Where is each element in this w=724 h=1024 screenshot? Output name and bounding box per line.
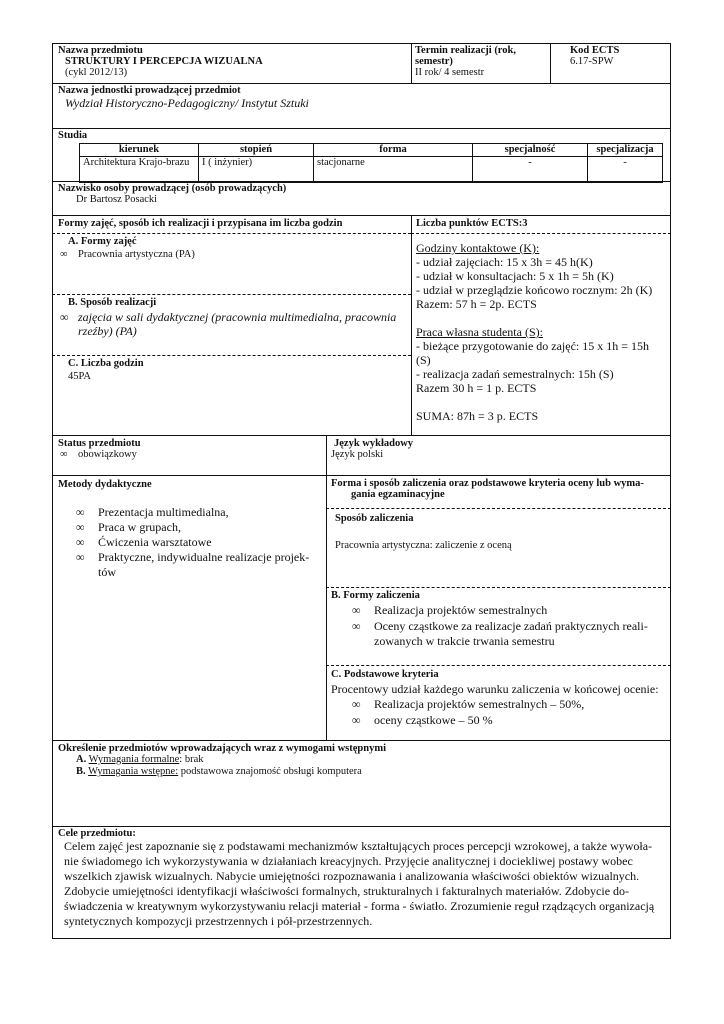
subject-cell [58, 45, 410, 79]
studies-specjalizacja: - [588, 157, 663, 183]
studies-forma: stacjonarne [314, 157, 473, 183]
prereq-b-label: Wymagania wstępne: [88, 766, 179, 777]
bullet-icon: ∞ [352, 697, 361, 711]
bullet-icon: ∞ [352, 618, 361, 633]
forms-divider [411, 215, 412, 435]
ects-title: Liczba punktów ECTS:3 [416, 218, 528, 229]
header-divider-1 [411, 43, 412, 83]
dashed-line [326, 508, 671, 509]
language-value: Język polski [331, 449, 384, 460]
row-line [52, 475, 671, 476]
prereq-a-prefix: A. [76, 754, 87, 765]
row-line [52, 83, 671, 84]
studies-label: Studia [58, 130, 88, 141]
header-divider-2 [550, 43, 551, 83]
ects-line: - udział w przeglądzie końcowo rocznym: 2h (K) [416, 283, 653, 297]
forms-a-label: A. Formy zajęć [68, 236, 137, 247]
assessment-method-label: Sposób zaliczenia [335, 513, 414, 524]
studies-specjalnosc: - [473, 157, 588, 183]
forms-b-item [60, 310, 410, 338]
term-cell [415, 45, 555, 79]
goals-line: syntetycznych kompozycji przestrzennych i pół-przestrzennych. [64, 914, 373, 928]
status-value: obowiązkowy [78, 449, 137, 460]
studies-header-forma: forma [314, 144, 473, 157]
status-divider [326, 435, 327, 475]
subject-label: Nazwa przedmiotu [58, 45, 143, 56]
ects-sum: SUMA: 87h = 3 p. ECTS [416, 409, 539, 423]
ects-code-value: 6.17-SPW [570, 56, 614, 67]
ects-line: - udział w konsultacjach: 5 x 1h = 5h (K) [416, 269, 614, 283]
method-item: tów [98, 565, 116, 579]
language-label: Język wykładowy [334, 438, 414, 449]
dashed-line [52, 294, 411, 295]
row-line [52, 128, 671, 129]
ects-line: - bieżące przygotowanie do zajęć: 15 x 1h = 15h [416, 339, 650, 353]
teacher-label: Nazwisko osoby prowadzącej (osób prowadzących) [58, 183, 287, 194]
goals-line: wszelkich zjawisk wizualnych. Nabycie umiejętności rozpoznawania i analizowania właściwości obiektów wizualnych. [64, 869, 640, 883]
ects-line: Razem 30 h = 1 p. ECTS [416, 381, 537, 395]
status-label: Status przedmiotu [58, 438, 141, 449]
prereq-a-value: : brak [179, 754, 204, 765]
assessment-title-2: gania egzaminacyjne [351, 489, 445, 500]
methods-divider [326, 475, 327, 740]
forms-c-value: 45PA [68, 371, 91, 382]
studies-stopien: I ( inżynier) [199, 157, 314, 183]
methods-label: Metody dydaktyczne [58, 479, 152, 490]
studies-header-kierunek: kierunek [80, 144, 199, 157]
ects-line: - udział zajęciach: 15 x 3h = 45 h(K) [416, 255, 593, 269]
bullet-icon: ∞ [76, 520, 85, 534]
dashed-line [411, 233, 671, 234]
ects-line: - realizacja zadań semestralnych: 15h (S) [416, 367, 614, 381]
goals-label: Cele przedmiotu: [58, 828, 136, 839]
goals-line: Zdobycie umiejętności identyfikacji właściwości formalnych, strukturalnych i fakturalnych materiałów. Zdobycie do- [64, 884, 630, 898]
ects-line: Razem: 57 h = 2p. ECTS [416, 297, 537, 311]
goals-line: Celem zajęć jest zapoznanie się z podstawami mechanizmów kształtujących proces percepcji wzrokowej, a także wywoła- [64, 839, 653, 853]
contact-hours-heading: Godziny kontaktowe (K): [416, 241, 540, 255]
language-cell [331, 438, 661, 461]
forms-b-item-1: zajęcia w sali dydaktycznej (pracownia multimedialna, pracownia [78, 310, 397, 324]
prereq-label: Określenie przedmiotów wprowadzających wraz z wymogami wstępnymi [58, 743, 386, 754]
forms-c-label: C. Liczba godzin [68, 358, 144, 369]
dashed-line [52, 233, 411, 234]
dashed-line [326, 587, 671, 588]
studies-kierunek: Architektura Krajo-brazu [80, 157, 199, 183]
studies-header-stopien: stopień [199, 144, 314, 157]
bullet-icon: ∞ [76, 535, 85, 549]
prereq-b-prefix: B. [76, 766, 86, 777]
method-item: Ćwiczenia warsztatowe [98, 535, 212, 549]
forms-a-item [60, 249, 195, 261]
criteria-item: Realizacja projektów semestralnych – 50%, [374, 697, 585, 711]
assessment-title [331, 478, 667, 500]
forms-b-label: B. Sposób realizacji [68, 297, 157, 308]
studies-header-specjalizacja: specjalizacja [588, 144, 663, 157]
bullet-icon: ∞ [352, 712, 361, 727]
teacher-value: Dr Bartosz Posacki [76, 194, 158, 205]
assessment-criteria-label: C. Podstawowe kryteria [331, 669, 439, 680]
dashed-line [52, 355, 411, 356]
subject-name: STRUKTURY I PERCEPCJA WIZUALNA [65, 56, 263, 67]
prereq-cell [58, 743, 658, 778]
bullet-icon: ∞ [76, 550, 85, 564]
ects-code-cell [570, 45, 670, 68]
forms-a-item-text: Pracownia artystyczna (PA) [78, 249, 195, 260]
assessment-forms-label: B. Formy zaliczenia [331, 590, 420, 601]
bullet-icon: ∞ [60, 310, 69, 324]
unit-value: Wydział Historyczno-Pedagogiczny/ Instytut Sztuki [65, 96, 309, 110]
row-line [52, 740, 671, 741]
teacher-cell [58, 183, 658, 206]
forms-title: Formy zajęć, sposób ich realizacji i przypisana im liczba godzin [58, 218, 343, 229]
unit-label: Nazwa jednostki prowadzącej przedmiot [58, 85, 241, 96]
goals-line: świadczenia w kreatywnym wykorzystywaniu relacji materiał - forma - światło. Zrozumienie reguł rządzących organizacją [64, 899, 655, 913]
studies-table [79, 143, 663, 183]
assessment-form-item: zowanych w trakcie trwania semestru [374, 634, 555, 648]
row-line [52, 435, 671, 436]
dashed-line [326, 665, 671, 666]
own-work-heading: Praca własna studenta (S): [416, 325, 543, 339]
assessment-forms-list [352, 603, 668, 650]
assessment-criteria-intro: Procentowy udział każdego warunku zaliczenia w końcowej ocenie: [331, 682, 659, 696]
ects-breakdown [416, 241, 668, 423]
bullet-icon: ∞ [352, 603, 361, 617]
forms-b-item-2: rzeźby) (PA) [78, 324, 137, 338]
status-cell [58, 438, 318, 461]
term-value: II rok/ 4 semestr [415, 67, 485, 78]
unit-cell [58, 85, 658, 110]
goals-line: nie świadomego ich wykorzystywania w działaniach kreacyjnych. Przyjęcie analitycznej i dociekliwej postawy wobec [64, 854, 633, 868]
bullet-icon: ∞ [60, 449, 68, 460]
assessment-form-item: Oceny cząstkowe za realizacje zadań praktycznych reali- [374, 618, 648, 633]
goals-cell [58, 828, 668, 929]
assessment-form-item: Realizacja projektów semestralnych [374, 603, 548, 617]
term-label-1: Termin realizacji (rok, [415, 45, 516, 56]
method-item: Praca w grupach, [98, 520, 181, 534]
term-label-2: semestr) [415, 56, 453, 67]
method-item: Praktyczne, indywidualne realizacje projek- [98, 550, 310, 564]
ects-line: (S) [416, 353, 431, 367]
row-line [52, 215, 671, 216]
row-line [52, 181, 671, 182]
subject-cycle: (cykl 2012/13) [65, 67, 128, 78]
assessment-method-value: Pracownia artystyczna: zaliczenie z oceną [335, 540, 512, 551]
studies-header-specjalnosc: specjalność [473, 144, 588, 157]
method-item: Prezentacja multimedialna, [98, 505, 229, 519]
bullet-icon: ∞ [60, 249, 68, 260]
prereq-b-value: podstawowa znajomość obsługi komputera [178, 766, 362, 777]
row-line [52, 826, 671, 827]
criteria-item: oceny cząstkowe – 50 % [374, 712, 493, 727]
ects-code-label: Kod ECTS [570, 45, 620, 56]
methods-list [76, 505, 321, 580]
bullet-icon: ∞ [76, 505, 85, 519]
assessment-criteria-list [352, 697, 668, 728]
prereq-a-label: Wymagania formalne [88, 754, 180, 765]
assessment-title-1: Forma i sposób zaliczenia oraz podstawowe kryteria oceny lub wyma- [331, 478, 644, 489]
